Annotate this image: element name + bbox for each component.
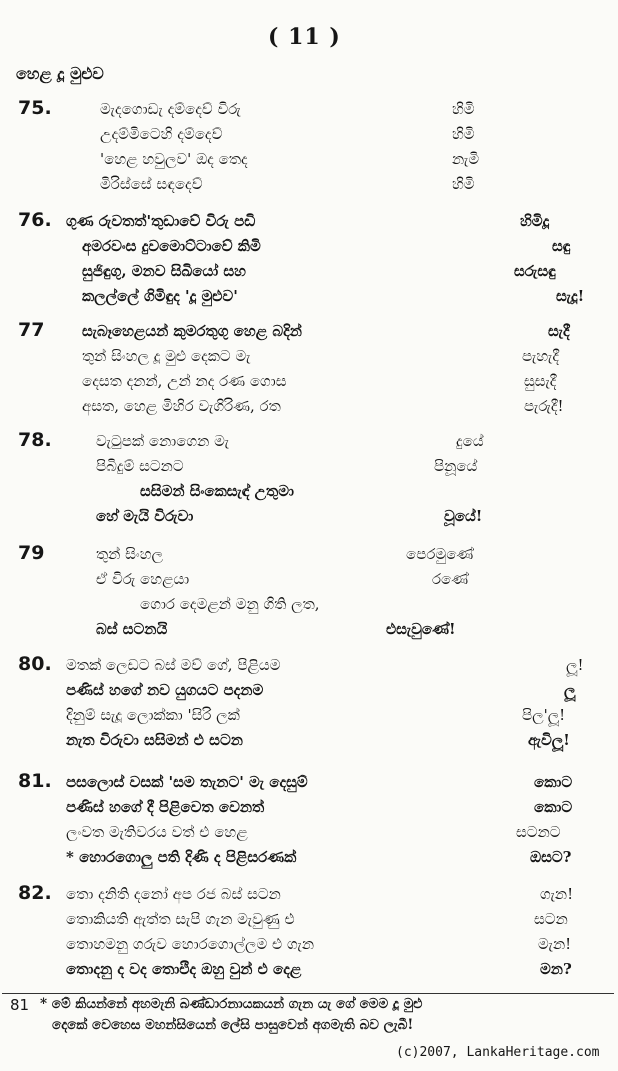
verse-line: තොකියති ඇත්ත සැපි ගැන මැවුණු එ [66,910,295,928]
verse-line: පණිස් හගේ දී පිළිවෙත වෙනත් [66,798,265,816]
verse-line-ending: සටනට [516,823,561,841]
verse-line: සසිමන් සිංකෙසැඳ් උතුමා [140,482,294,500]
verse-line: ගුණ රුවතත්'තුඩාවේ විරු පඩි [66,212,256,230]
footnote-line-1: * මේ කියන්නේ අහමැනි බණ්ඩාරනායකයන් ගැන යැ ගේ මෙම දූ මුළු [40,996,423,1012]
stanza-number: 81. [18,770,52,792]
stanza-number: 75. [18,97,52,119]
verse-line: තොදනු ද වද තොඑිද ඔහු වුන් එ දෙළ [66,960,302,978]
verse-line: මතක් ලෙඩට බස් මව් ගේ, පිළියම [66,656,281,674]
verse-line: අමරවංස දුවමොට්ටාවේ කිමි [82,237,261,255]
verse-line-ending: මන? [540,960,572,978]
verse-line-ending: සැදූ! [556,287,585,305]
verse-line-ending: සුසැදී [524,372,557,390]
verse-line: සුජිඳුගු, මනව සිඛියෝ සහ [82,262,246,280]
verse-line-ending: ලූ [564,681,576,699]
stanza-number: 79 [18,542,45,564]
verse-line-ending: සඳු [552,237,571,255]
verse-line: ඒ විරු හෙළයා [96,570,190,588]
verse-line: අසත, හෙළ මිහිර වැගිරිණ, රත [82,397,281,415]
footnote-line-2: දෙකේ වෙහෙස මහන්සියෙන් ලේසි පාසුවෙන් අගමැති බව ලැබී! [52,1017,414,1033]
verse-line: තොහමනු ගරුව හොරගොල්ලම එ ගැන [66,935,315,953]
verse-line: ගොර දෙමළන් මනු ගිති ලත, [140,595,320,613]
verse-line: මිරිස්සේ සඳදෙව් [100,175,203,193]
verse-line-ending: මැන! [538,935,572,953]
verse-line: 'හෙළ හවුලව' ඔද තෙද [100,150,248,168]
verse-line-ending: එසැවුණේ! [386,620,456,638]
verse-line-ending: ගැන! [540,885,574,903]
verse-line-ending: නැමි [452,150,480,168]
verse-line-ending: ඔසට? [530,848,572,866]
verse-line-ending: පැරුදී! [524,397,564,415]
verse-line: ලංවත මැතිවරය වත් එ හෙළ [66,823,248,841]
verse-line-ending: සැදී [548,322,570,340]
verse-line: සැබෑහෙළයන් කුමරතුගු හෙළ බදින් [82,322,302,340]
verse-line-ending: කොට [534,798,573,816]
verse-line-ending: හිමි [452,175,475,193]
stanza-number: 78. [18,429,52,451]
verse-line-ending: හිමිදූ [520,212,550,230]
stanza-number: 82. [18,882,52,904]
verse-line: පසලොස් වසක් 'සම තැනට' මැ දෙසුම් [66,773,308,791]
verse-line-ending: හිමි [452,100,475,118]
verse-line: නැත විරුවා සසිමන් එ සටන [66,731,243,749]
verse-line: තුන් සිංහල [96,545,163,563]
verse-line-ending: පෙරමුණේ [406,545,474,563]
footnote-number: 81 [10,996,30,1014]
verse-line: දිනුම් සැදූ ලොක්කා 'සිරි ලක් [66,706,240,724]
verse-line: කලල්ලේ ගිමිඳුද 'දූ මුළුව' [82,287,238,305]
verse-line-ending: හිමි [452,125,475,143]
verse-line-ending: දුයේ [456,432,484,450]
verse-line-ending: පැහැදී [522,347,559,365]
verse-line: පිබිදුම් සටනට [96,457,184,475]
stanza-number: 80. [18,653,52,675]
footnote-divider [2,993,614,994]
verse-line: * හොරගොලු පති දිණි ද පිළිසරණක් [66,848,297,866]
verse-line-ending: සටන [534,910,568,928]
verse-line-ending: සරුසඳු [514,262,556,280]
verse-line: තො දනිති දනෝ අප රජ බස් සටන [66,885,281,903]
verse-line: තුන් සිංහල දූ මුළු දෙකට මැ [82,347,251,365]
verse-line: දෙසත දනන්, උන් නද රණ ගොස [82,372,287,390]
verse-line-ending: පිනූයේ [434,457,478,475]
verse-line-ending: ලූ! [566,656,584,674]
stanza-number: 76. [18,209,52,231]
verse-line-ending: කොට [534,773,573,791]
page-heading: හෙළ දූ මුළුව [16,64,104,83]
verse-line-ending: පිල'ලූ! [522,706,566,724]
verse-line: හේ මැයි විරුවා [96,507,194,525]
copyright-notice: (c)2007, LankaHeritage.com [396,1045,600,1060]
stanza-number: 77 [18,319,45,341]
verse-line-ending: වූයේ! [444,507,483,525]
verse-line: වැටුපක් නොගෙන මැ [96,432,230,450]
verse-line-ending: රණේ [432,570,469,588]
verse-line-ending: ඇවිලූ! [528,731,570,749]
page-number: ( 11 ) [268,24,341,50]
verse-line: උදම්මිටෙහි දම්දෙව් [100,125,223,143]
verse-line: බස් සටනයි [96,620,168,638]
verse-line: මැදගොඩැ දම්දෙව් විරු [100,100,241,118]
verse-line: පණිස් හගේ නව යුගයට පදනම [66,681,264,699]
